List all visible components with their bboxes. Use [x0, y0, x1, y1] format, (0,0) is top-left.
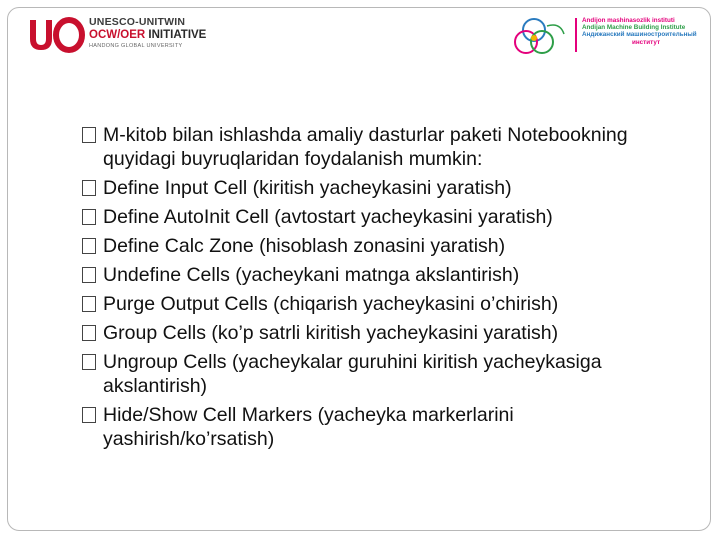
uo-logo-mark: [27, 17, 85, 53]
list-item: [82, 350, 682, 398]
unesco-logo-text: [89, 17, 206, 50]
list-item-text: Hide/Show Cell Markers (yacheyka markerlarini yashirish/ko’rsatish): [103, 404, 514, 450]
list-item: [82, 176, 682, 200]
bullet-box-icon: [82, 296, 96, 312]
bullet-box-icon: [82, 407, 96, 423]
logo-divider: [575, 18, 577, 52]
list-item-text: Undefine Cells (yacheykani matnga akslantirish): [103, 264, 520, 286]
institute-name-ru-cont: институт: [632, 38, 661, 46]
list-item: [82, 292, 682, 316]
bullet-list: [82, 123, 682, 456]
list-item-text: Define Calc Zone (hisoblash zonasini yaratish): [103, 235, 506, 257]
unesco-line3: HANDONG GLOBAL UNIVERSITY: [89, 43, 183, 49]
list-item: [82, 263, 682, 287]
list-item-text: Ungroup Cells (yacheykalar guruhini kiritish yacheykasiga akslantirish): [103, 351, 602, 397]
list-item-text: Define AutoInit Cell (avtostart yacheykasini yaratish): [103, 206, 553, 228]
list-item-text: Purge Output Cells (chiqarish yacheykasini o’chirish): [103, 293, 559, 315]
unesco-line1: UNESCO-UNITWIN: [89, 16, 186, 28]
institute-emblem-icon: [512, 16, 572, 56]
list-item-text: Define Input Cell (kiritish yacheykasini yaratish): [103, 177, 512, 199]
bullet-box-icon: [82, 325, 96, 341]
unesco-unitwin-logo: [27, 17, 227, 53]
bullet-box-icon: [82, 180, 96, 196]
unesco-line2-red: OCW/OER: [89, 28, 146, 41]
unesco-line2: [89, 30, 206, 42]
list-item: [82, 205, 682, 229]
list-item-text: Group Cells (ko’p satrli kiritish yacheykasini yaratish): [103, 322, 559, 344]
institute-name-uz: Andijon mashinasozlik instituti: [582, 17, 675, 24]
unesco-line2-rest: INITIATIVE: [145, 28, 207, 41]
list-item: [82, 234, 682, 258]
bullet-box-icon: [82, 267, 96, 283]
institute-name-ru: Андижанский машиностроительный: [582, 31, 697, 39]
list-item: [82, 321, 682, 345]
list-item: [82, 123, 682, 171]
andijan-institute-logo: [512, 16, 702, 56]
bullet-box-icon: [82, 209, 96, 225]
bullet-box-icon: [82, 238, 96, 254]
list-item-text: M-kitob bilan ishlashda amaliy dasturlar paketi Notebookning quyidagi buyruqlaridan foydalanish mumkin:: [103, 124, 628, 170]
bullet-box-icon: [82, 354, 96, 370]
list-item: [82, 403, 682, 451]
bullet-box-icon: [82, 127, 96, 143]
institute-logo-text: [582, 17, 697, 46]
institute-name-en: Andijan Machine Building Institute: [582, 24, 686, 32]
